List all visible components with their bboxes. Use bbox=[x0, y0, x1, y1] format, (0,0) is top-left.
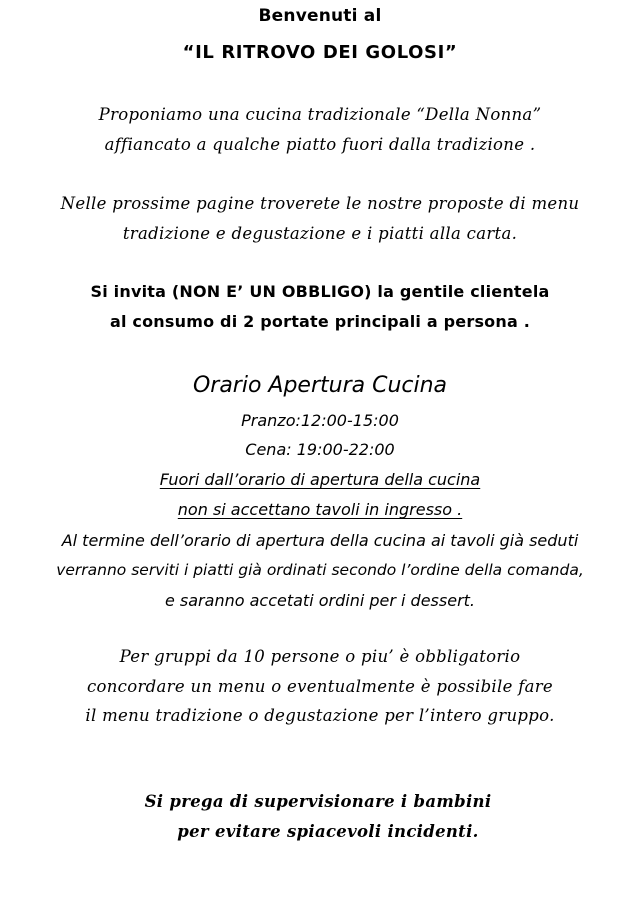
after-hours-line-2: verranno serviti i piatti già ordinati secondo l’ordine della comanda, bbox=[56, 561, 584, 579]
hours-title: Orario Apertura Cucina bbox=[192, 373, 448, 398]
after-hours-line-3: e saranno accetati ordini per i dessert. bbox=[164, 591, 476, 610]
pages-note-line-1: Nelle prossime pagine troverete le nostre proposte di menu bbox=[60, 194, 580, 213]
restaurant-name: “IL RITROVO DEI GOLOSI” bbox=[182, 42, 458, 63]
notice-line-2: non si accettano tavoli in ingresso . bbox=[177, 500, 463, 519]
groups-line-2: concordare un menu o eventualmente è possibile fare bbox=[86, 677, 553, 696]
notice-line-1: Fuori dall’orario di apertura della cucina bbox=[159, 470, 481, 489]
after-hours-line-1: Al termine dell’orario di apertura della cucina ai tavoli già seduti bbox=[61, 531, 579, 550]
welcome-line: Benvenuti al bbox=[258, 6, 382, 26]
dinner-hours: Cena: 19:00-22:00 bbox=[245, 440, 395, 459]
intro-line-1: Proponiamo una cucina tradizionale “Della Nonna” bbox=[98, 105, 542, 124]
children-line-2: per evitare spiacevoli incidenti. bbox=[177, 822, 479, 841]
children-line-1: Si prega di supervisionare i bambini bbox=[144, 792, 492, 811]
groups-line-1: Per gruppi da 10 persone o piu’ è obbligatorio bbox=[119, 647, 521, 666]
invite-line-1: Si invita (NON E’ UN OBBLIGO) la gentile clientela bbox=[90, 282, 550, 301]
invite-line-2: al consumo di 2 portate principali a persona . bbox=[109, 312, 531, 331]
lunch-hours: Pranzo:12:00-15:00 bbox=[241, 411, 399, 430]
groups-line-3: il menu tradizione o degustazione per l’intero gruppo. bbox=[85, 706, 555, 725]
pages-note-line-2: tradizione e degustazione e i piatti alla carta. bbox=[122, 224, 518, 243]
intro-line-2: affiancato a qualche piatto fuori dalla tradizione . bbox=[104, 135, 536, 154]
